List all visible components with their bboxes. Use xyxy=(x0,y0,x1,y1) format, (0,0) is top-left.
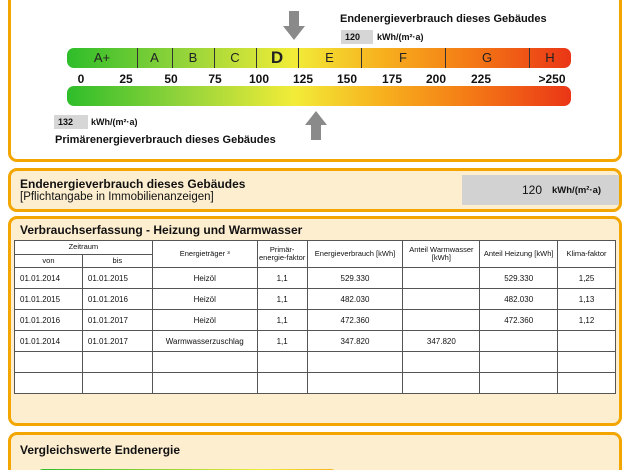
cell-energy: 347.820 xyxy=(307,331,403,352)
header-period: Zeitraum xyxy=(15,241,153,255)
primary-energy-arrow-icon xyxy=(305,111,327,141)
class-bar xyxy=(67,48,571,68)
table-row-empty xyxy=(15,373,616,394)
tick-0: 0 xyxy=(77,72,85,86)
cell-from: 01.01.2014 xyxy=(15,268,83,289)
class-d-current: D xyxy=(270,48,284,67)
primary-energy-unit: kWh/(m²·a) xyxy=(91,117,138,127)
energy-scale-panel xyxy=(8,0,622,162)
table-header-row xyxy=(15,241,616,255)
class-f: F xyxy=(399,50,407,65)
cell-heat: 482.030 xyxy=(480,289,558,310)
tick-50: 50 xyxy=(164,72,178,86)
class-h: H xyxy=(545,50,555,65)
primary-energy-bar xyxy=(67,86,571,106)
tick-75: 75 xyxy=(208,72,222,86)
consumption-panel xyxy=(8,216,622,426)
tick-100: 100 xyxy=(248,72,270,86)
cell-from: 01.01.2014 xyxy=(15,331,83,352)
tick-150: 150 xyxy=(336,72,358,86)
end-energy-box-value: 120 xyxy=(522,183,543,197)
header-from: von xyxy=(15,254,83,268)
class-e: E xyxy=(325,50,334,65)
cell-from: 01.01.2015 xyxy=(15,289,83,310)
cell-heat: 529.330 xyxy=(480,268,558,289)
cell-pf: 1,1 xyxy=(257,331,307,352)
cell-to: 01.01.2017 xyxy=(82,331,152,352)
cell-clim: 1,13 xyxy=(558,289,616,310)
tick-125: 125 xyxy=(292,72,314,86)
cell-energy: 472.360 xyxy=(307,310,403,331)
end-energy-box-unit: kWh/(m²·a) xyxy=(552,185,602,196)
cell-carrier: Heizöl xyxy=(152,289,257,310)
consumption-title: Verbrauchserfassung - Heizung und Warmwasser xyxy=(20,223,303,237)
table-row xyxy=(15,289,616,310)
class-a-plus: A+ xyxy=(93,50,111,65)
table-row xyxy=(15,310,616,331)
cell-heat: 472.360 xyxy=(480,310,558,331)
cell-clim xyxy=(558,331,616,352)
cell-ww xyxy=(403,310,480,331)
class-b: B xyxy=(188,50,198,65)
class-g: G xyxy=(481,50,493,65)
cell-to: 01.01.2017 xyxy=(82,310,152,331)
comparison-panel xyxy=(8,432,622,470)
cell-carrier: Warmwasserzuschlag xyxy=(152,331,257,352)
table-row xyxy=(15,331,616,352)
end-energy-caption: Endenergieverbrauch dieses Gebäudes xyxy=(340,13,547,25)
tick-225: 225 xyxy=(470,72,492,86)
end-energy-value-box xyxy=(462,175,620,205)
header-energy: Energieverbrauch [kWh] xyxy=(307,241,403,268)
cell-clim: 1,25 xyxy=(558,268,616,289)
cell-clim: 1,12 xyxy=(558,310,616,331)
cell-pf: 1,1 xyxy=(257,310,307,331)
end-energy-arrow-icon xyxy=(283,11,305,41)
cell-carrier: Heizöl xyxy=(152,310,257,331)
cell-energy: 482.030 xyxy=(307,289,403,310)
header-ww: Anteil Warmwasser [kWh] xyxy=(403,241,480,268)
end-energy-unit: kWh/(m²·a) xyxy=(377,32,424,42)
comparison-title: Vergleichswerte Endenergie xyxy=(20,443,181,457)
tick-250: >250 xyxy=(538,72,566,86)
cell-from: 01.01.2016 xyxy=(15,310,83,331)
cell-to: 01.01.2015 xyxy=(82,268,152,289)
table-row-empty xyxy=(15,352,616,373)
consumption-table xyxy=(14,240,616,394)
tick-175: 175 xyxy=(381,72,403,86)
end-energy-panel xyxy=(8,168,622,212)
primary-energy-caption: Primärenergieverbrauch dieses Gebäudes xyxy=(55,134,276,146)
cell-heat xyxy=(480,331,558,352)
cell-to: 01.01.2016 xyxy=(82,289,152,310)
header-heating: Anteil Heizung [kWh] xyxy=(480,241,558,268)
header-to: bis xyxy=(82,254,152,268)
table-row xyxy=(15,268,616,289)
cell-ww xyxy=(403,289,480,310)
end-energy-value: 120 xyxy=(341,30,373,44)
header-carrier: Energieträger ³ xyxy=(152,241,257,268)
end-energy-title: Endenergieverbrauch dieses Gebäudes xyxy=(20,177,246,191)
cell-ww: 347.820 xyxy=(403,331,480,352)
header-climate: Klima-faktor xyxy=(558,241,616,268)
header-primary-factor: Primär-energie-faktor xyxy=(257,241,307,268)
primary-energy-value: 132 xyxy=(54,115,88,129)
tick-25: 25 xyxy=(119,72,133,86)
cell-energy: 529.330 xyxy=(307,268,403,289)
class-a: A xyxy=(150,50,159,65)
cell-carrier: Heizöl xyxy=(152,268,257,289)
cell-pf: 1,1 xyxy=(257,289,307,310)
cell-ww xyxy=(403,268,480,289)
tick-200: 200 xyxy=(425,72,447,86)
class-c: C xyxy=(230,50,240,65)
end-energy-subtitle: [Pflichtangabe in Immobilienanzeigen] xyxy=(20,191,214,203)
cell-pf: 1,1 xyxy=(257,268,307,289)
